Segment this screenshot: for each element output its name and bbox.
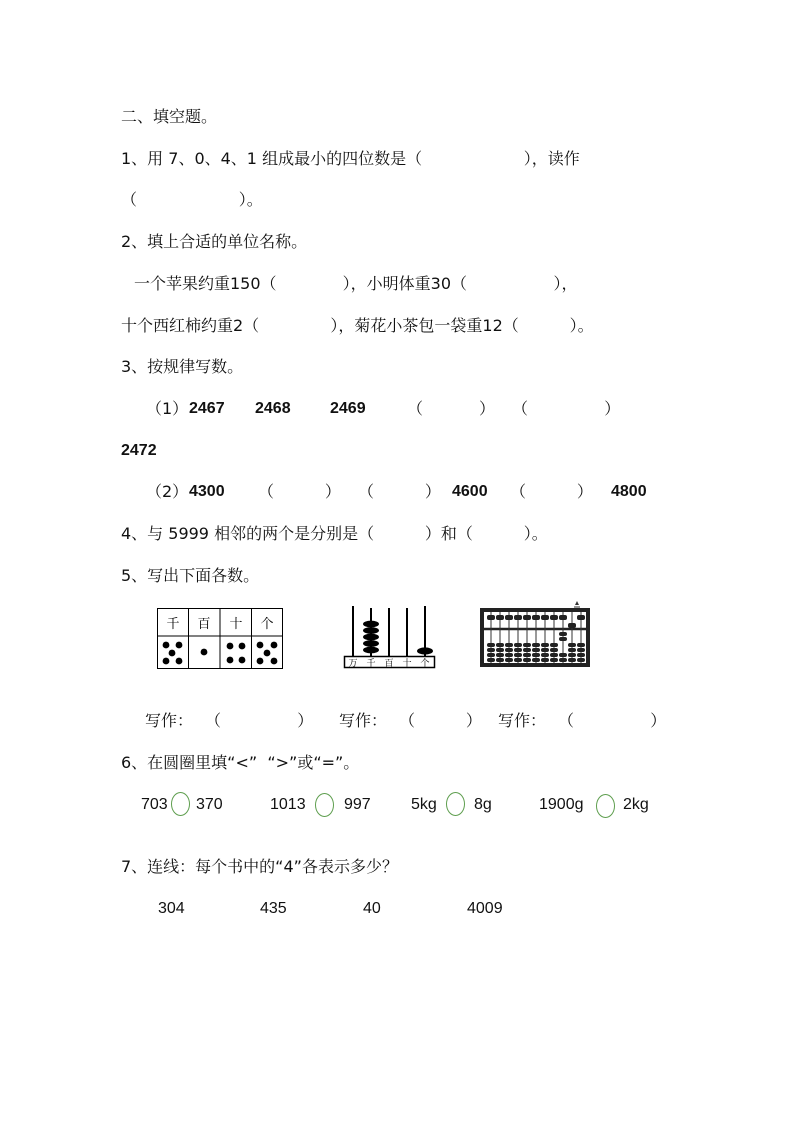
q7-number-3: 40 <box>363 900 381 917</box>
q1-line1: 1、用 7、0、4、1 组成最小的四位数是（ ），读作 <box>121 149 580 168</box>
q3-row2-n2: 4600 <box>452 483 488 500</box>
suanpan-marker-icon <box>575 601 579 605</box>
write-blank-1: （ ） <box>205 711 314 730</box>
place-value-table <box>157 608 283 669</box>
q2-line1: 一个苹果约重150（ ），小明体重30（ ）， <box>134 274 578 293</box>
table-header-tens: 十 <box>229 617 243 632</box>
abacus-beads-thousands <box>363 621 379 654</box>
q3-row2-blank1: （ ） <box>258 482 341 501</box>
abacus-label-wan: 万 <box>348 659 358 669</box>
q7-title: 7、连线：每个书中的“4”各表示多少？ <box>121 857 398 876</box>
write-label-2: 写作： <box>339 711 388 730</box>
compare-1-right: 370 <box>196 796 223 813</box>
abacus-bead-ones <box>417 647 433 654</box>
abacus-label-bai: 百 <box>384 659 394 669</box>
compare-3-left: 5kg <box>411 796 437 813</box>
compare-circle-3[interactable] <box>446 792 465 816</box>
q2-title: 2、填上合适的单位名称。 <box>121 232 308 251</box>
q5-title: 5、写出下面各数。 <box>121 566 260 585</box>
q3-row2-blank3: （ ） <box>510 482 593 501</box>
q3-row1-n3: 2469 <box>330 400 366 417</box>
write-blank-2: （ ） <box>399 711 482 730</box>
abacus-label-shi: 十 <box>402 659 412 669</box>
compare-2-right: 997 <box>344 796 371 813</box>
tens-dots <box>227 643 246 664</box>
write-blank-3: （ ） <box>558 711 667 730</box>
abacus-label-ge: 个 <box>420 659 430 669</box>
compare-circle-4[interactable] <box>596 794 615 818</box>
write-label-1: 写作： <box>145 711 194 730</box>
q3-row2-label: （2） <box>146 482 189 501</box>
table-header-ones: 个 <box>260 617 274 632</box>
compare-2-left: 1013 <box>270 796 306 813</box>
q4-text: 4、与 5999 相邻的两个是分别是（ ）和（ ）。 <box>121 524 548 543</box>
q7-number-4: 4009 <box>467 900 503 917</box>
ones-dots <box>257 642 278 665</box>
q1-line2: （ ）。 <box>121 190 263 209</box>
q3-title: 3、按规律写数。 <box>121 357 244 376</box>
hundreds-dots <box>201 649 208 656</box>
q3-row1-n4: 2472 <box>121 442 157 459</box>
compare-4-left: 1900g <box>539 796 584 813</box>
suanpan-abacus <box>479 599 592 669</box>
q7-number-2: 435 <box>260 900 287 917</box>
q3-row1-n2: 2468 <box>255 400 291 417</box>
section-title: 二、填空题。 <box>121 107 218 126</box>
q3-row2-n1: 4300 <box>189 483 225 500</box>
compare-circle-2[interactable] <box>315 793 334 817</box>
q7-number-1: 304 <box>158 900 185 917</box>
counting-frame-abacus <box>343 604 439 670</box>
table-header-thousands: 千 <box>166 617 180 632</box>
compare-1-left: 703 <box>141 796 168 813</box>
compare-4-right: 2kg <box>623 796 649 813</box>
q3-row1-blank2: （ ） <box>512 399 621 418</box>
thousands-dots <box>163 642 183 665</box>
abacus-label-qian: 千 <box>366 659 376 669</box>
write-label-3: 写作： <box>498 711 547 730</box>
q3-row2-n3: 4800 <box>611 483 647 500</box>
q3-row1-n1: 2467 <box>189 400 225 417</box>
q3-row1-blank1: （ ） <box>407 399 495 418</box>
compare-3-right: 8g <box>474 796 492 813</box>
compare-circle-1[interactable] <box>171 792 190 816</box>
q2-line2: 十个西红柿约重2（ ），菊花小茶包一袋重12（ ）。 <box>121 316 594 335</box>
q3-row1-label: （1） <box>146 399 189 418</box>
q6-title: 6、在圆圈里填“<” “>”或“=”。 <box>121 753 360 772</box>
table-header-hundreds: 百 <box>197 617 211 632</box>
q3-row2-blank2: （ ） <box>358 482 441 501</box>
